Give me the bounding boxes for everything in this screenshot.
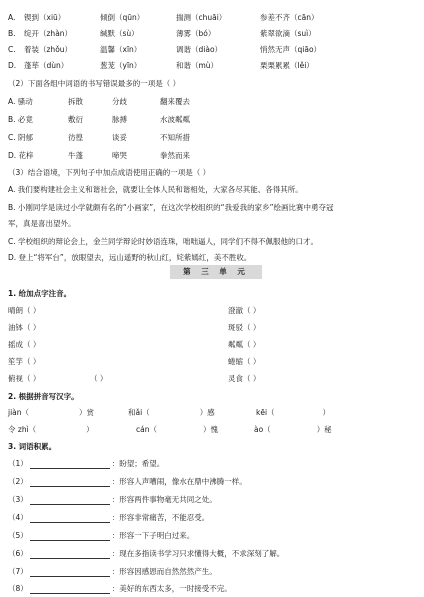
- vocab-item: [8, 512, 209, 523]
- item-definition: ：形容因感恩而自然然然产生。: [111, 567, 217, 576]
- option-label: C. 阴郁: [8, 133, 34, 142]
- option-row-b: [8, 28, 420, 39]
- option-item: 缄默（sù）: [100, 29, 139, 38]
- option-item: 参差不齐（cān）: [260, 13, 319, 22]
- pinyin: 和ǎi（: [128, 408, 150, 417]
- option-item: 葱茏（yīn）: [100, 61, 142, 70]
- s1-left-item: 油钵（ ）: [8, 323, 41, 332]
- vocab-item: [8, 566, 217, 577]
- hanzi-suffix: ）秘: [316, 425, 332, 434]
- vocab-item: [8, 548, 284, 559]
- pinyin: cán（: [136, 425, 157, 434]
- item-number: （4）: [8, 513, 28, 522]
- answer-blank[interactable]: [30, 514, 110, 523]
- q3-option-c: C. 学校组织的辩论会上，金兰同学辩论时妙语连珠，咄咄逼人，同学们不得不佩服他的口才。: [8, 237, 319, 246]
- s1-right-item: 澄澈（ ）: [228, 306, 261, 315]
- option-label: C.: [8, 45, 16, 54]
- option-item: 蓬荜（dùn）: [24, 61, 69, 70]
- section-2-title: 2. 根据拼音写汉字。: [8, 392, 79, 401]
- item-number: （5）: [8, 531, 28, 540]
- q2-option-a: [8, 96, 420, 107]
- option-item: 调谐（diào）: [176, 45, 223, 54]
- pinyin-item: [256, 407, 330, 418]
- pinyin: ào（: [254, 425, 271, 434]
- item-number: （1）: [8, 459, 28, 468]
- vocab-item: [8, 530, 194, 541]
- s1-left-item: 笙竽（ ）: [8, 357, 41, 366]
- item-number: （8）: [8, 584, 28, 593]
- option-row-c: [8, 44, 420, 55]
- pinyin: jiàn（: [8, 408, 30, 417]
- option-item: 啼哭: [112, 151, 127, 160]
- item-definition: ：形容人声嘈闹，像水在鼎中沸腾一样。: [111, 477, 247, 486]
- pinyin-item: [136, 424, 218, 435]
- item-definition: ：现在多指读书学习只求懂得大概，不求深刻了解。: [111, 549, 285, 558]
- option-item: 紫翠欲滴（suì）: [260, 29, 316, 38]
- item-number: （6）: [8, 549, 28, 558]
- pinyin: 令 zhì（: [8, 425, 37, 434]
- option-label: A. 骚动: [8, 97, 33, 106]
- s1-right-item: 蜷缩（ ）: [228, 357, 261, 366]
- pinyin: kēi（: [256, 408, 275, 417]
- item-definition: ：形容非常痛苦，不能忍受。: [111, 513, 210, 522]
- option-row-a: [8, 12, 420, 23]
- hanzi-suffix: ）感: [199, 408, 215, 417]
- hanzi-suffix: ）: [322, 408, 331, 417]
- s1-left-item: 摇成（ ）: [8, 340, 41, 349]
- pinyin-item: [128, 407, 215, 418]
- option-item: 倾倒（qūn）: [100, 13, 145, 22]
- option-item: 不知所措: [160, 133, 190, 142]
- option-item: 翻来覆去: [160, 97, 190, 106]
- option-item: 绽开（zhàn）: [24, 29, 73, 38]
- hanzi-suffix: ）: [86, 425, 94, 434]
- option-item: 揣测（chuāi）: [176, 13, 227, 22]
- s1-right-item: 斑驳（ ）: [228, 323, 261, 332]
- option-row-d: [8, 60, 420, 71]
- s1-left-item: 晴朗（ ）: [8, 306, 41, 315]
- option-item: 敷衍: [68, 115, 83, 124]
- option-label: D.: [8, 61, 17, 70]
- option-item: 拳然而来: [160, 151, 190, 160]
- pinyin-item: [8, 424, 94, 435]
- vocab-item: [8, 458, 164, 469]
- option-item: 脉搏: [112, 115, 127, 124]
- item-number: （2）: [8, 477, 28, 486]
- item-definition: ：盼望；希望。: [111, 459, 165, 468]
- unit-title-banner: 第 三 单 元: [170, 265, 262, 279]
- option-item: 彷徨: [68, 133, 83, 142]
- question-2-prompt: （2）下面各组中词语的书写错误最多的一项是（ ）: [8, 79, 181, 88]
- q3-option-b-line2: 军，真是喜出望外。: [8, 219, 76, 228]
- option-item: 锲到（xiū）: [24, 13, 66, 22]
- answer-blank[interactable]: [30, 496, 110, 505]
- vocab-item: [8, 494, 217, 505]
- hanzi-suffix: ）赏: [79, 408, 95, 417]
- option-label: A.: [8, 13, 16, 22]
- answer-blank[interactable]: [30, 478, 110, 487]
- s1-right-item: 灵食（ ）: [228, 374, 261, 383]
- option-item: 水波粼粼: [160, 115, 190, 124]
- option-item: 拆散: [68, 97, 83, 106]
- item-definition: ：形容一下子明白过来。: [111, 531, 195, 540]
- answer-blank[interactable]: [30, 568, 110, 577]
- answer-blank[interactable]: [30, 550, 110, 559]
- option-item: 悄然无声（qiāo）: [260, 45, 322, 54]
- option-item: 着装（zhǒu）: [24, 45, 73, 54]
- q2-option-d: [8, 150, 420, 161]
- q2-option-c: [8, 132, 420, 143]
- q3-option-a: A. 我们要构建社会主义和谐社会，就要让全体人民和谐相处，大家各尽其能、各得其所。: [8, 185, 303, 194]
- item-number: （3）: [8, 495, 28, 504]
- answer-blank[interactable]: [30, 585, 110, 594]
- option-item: 栗栗累累（lěi）: [260, 61, 314, 70]
- option-label: B.: [8, 29, 16, 38]
- question-3-prompt: （3）结合语境，下列句子中加点成语使用正确的一项是（ ）: [8, 168, 211, 177]
- q3-option-b-line1: B. 小刚同学是读过小学就颇有名的“小画家”，在这次学校组织的“我爱我的家乡”绘画比赛中勇夺冠: [8, 203, 334, 212]
- pinyin-item: [254, 424, 332, 435]
- option-item: 牛蓬: [68, 151, 83, 160]
- section-3-title: 3. 词语积累。: [8, 442, 57, 451]
- q3-option-d: D. 登上“将军台”，放眼望去，远山遥野的秋山红，姹紫嫣红，美不胜收。: [8, 253, 252, 262]
- option-label: B. 必竟: [8, 115, 33, 124]
- s1-left-extra: （ ）: [90, 374, 108, 383]
- q2-option-b: [8, 114, 420, 125]
- option-label: D. 花梓: [8, 151, 34, 160]
- item-number: （7）: [8, 567, 28, 576]
- s1-left-item: 俯视（ ）: [8, 374, 41, 383]
- answer-blank[interactable]: [30, 532, 110, 541]
- option-item: 薄雾（bó）: [176, 29, 216, 38]
- vocab-item: [8, 583, 232, 594]
- answer-blank[interactable]: [30, 460, 110, 469]
- section-1-title: 1. 给加点字注音。: [8, 289, 72, 298]
- option-item: 谈妥: [112, 133, 127, 142]
- pinyin-item: [8, 407, 94, 418]
- vocab-item: [8, 476, 247, 487]
- option-item: 分歧: [112, 97, 127, 106]
- item-definition: ：美好的东西太多，一时接受不完。: [111, 584, 232, 593]
- s1-right-item: 粼粼（ ）: [228, 340, 261, 349]
- option-item: 温馨（xīn）: [100, 45, 142, 54]
- hanzi-suffix: ）愧: [202, 425, 218, 434]
- option-item: 和谐（mù）: [176, 61, 219, 70]
- item-definition: ：形容两件事物毫无共同之处。: [111, 495, 217, 504]
